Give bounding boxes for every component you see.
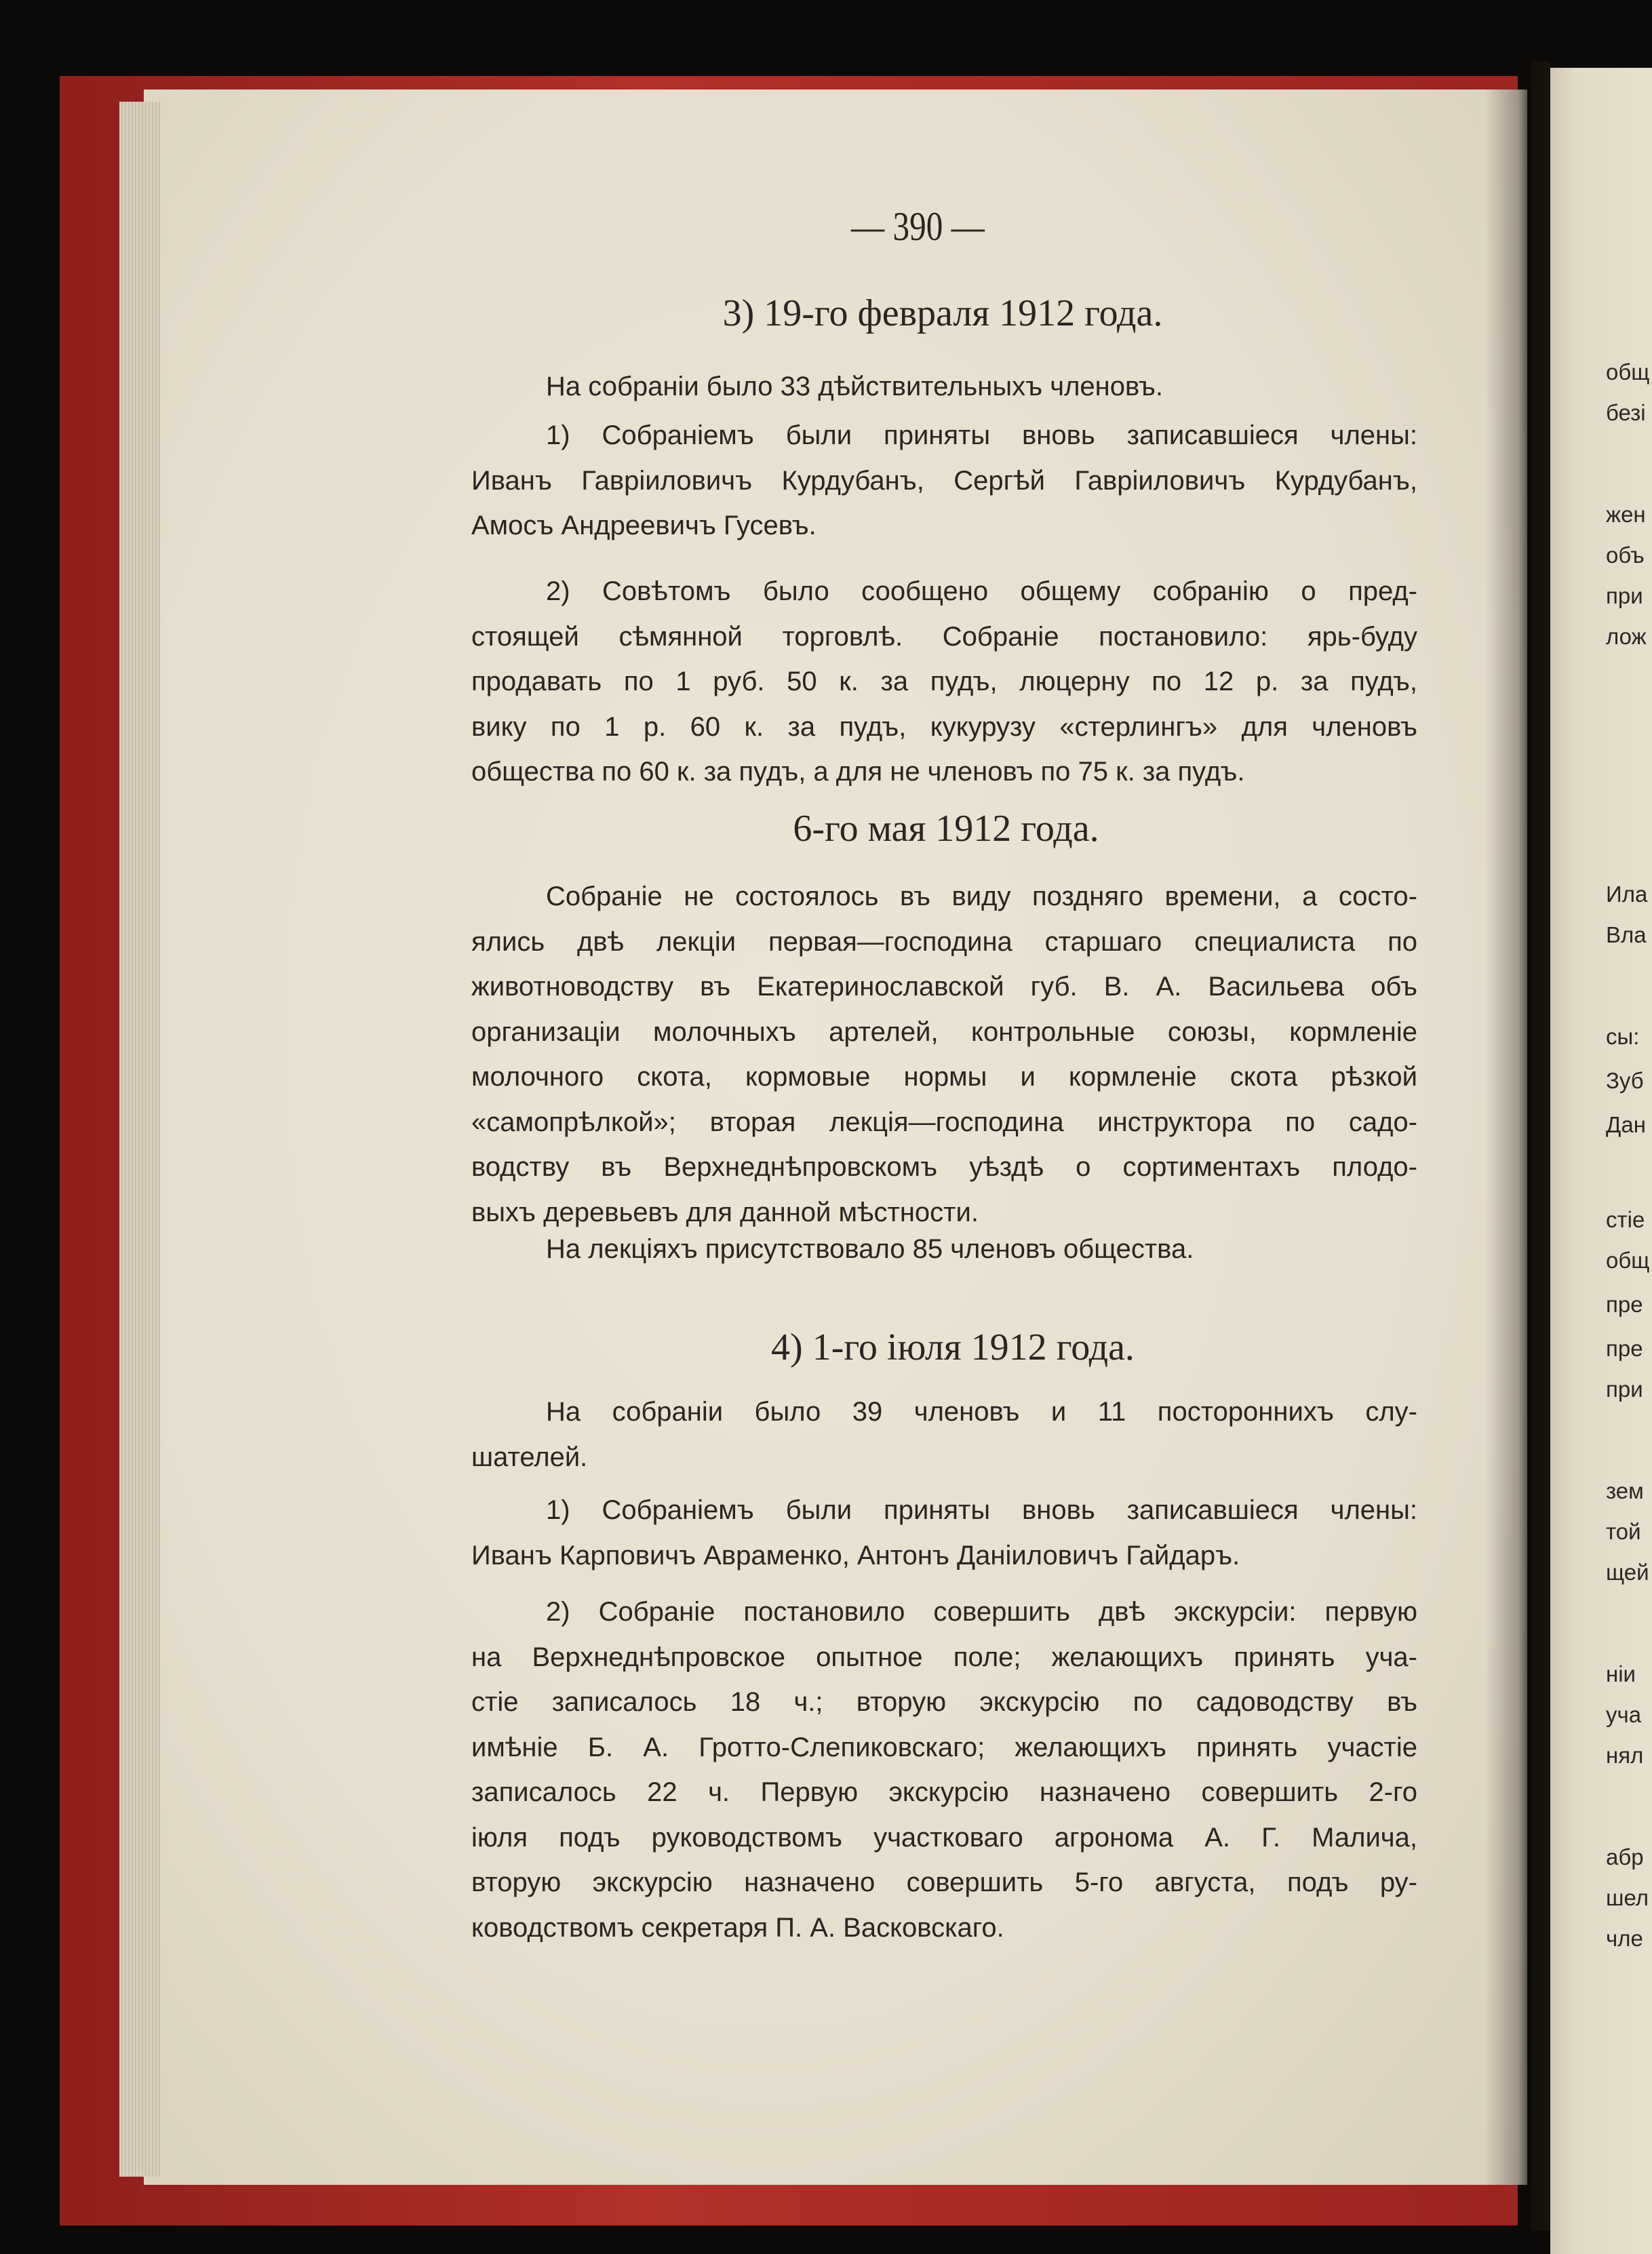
text-line: водству въ Верхнеднѣпровскомъ уѣздѣ о сортиментахъ плодо- bbox=[471, 1152, 1417, 1182]
facing-page-text-fragment: пре bbox=[1606, 1292, 1643, 1317]
section-heading: 4) 1-го іюля 1912 года. bbox=[771, 1326, 1135, 1368]
text-line: имѣніе Б. А. Гротто-Слепиковскаго; желающихъ принять участіе bbox=[471, 1732, 1417, 1762]
text-line: вторую экскурсію назначено совершить 5-го августа, подъ ру- bbox=[471, 1867, 1417, 1897]
section-heading: 3) 19-го февраля 1912 года. bbox=[722, 292, 1163, 334]
section-heading: 6-го мая 1912 года. bbox=[793, 808, 1099, 850]
facing-page-text-fragment: лож bbox=[1606, 624, 1647, 649]
text-line: шателей. bbox=[471, 1442, 588, 1472]
text-line: На собраніи было 33 дѣйствительныхъ членовъ. bbox=[546, 372, 1164, 401]
book-spine bbox=[1531, 61, 1550, 2231]
text-line: іюля подъ руководствомъ участковаго агронома А. Г. Малича, bbox=[471, 1822, 1417, 1853]
text-line: 1) Собраніемъ были приняты вновь записавшіеся члены: bbox=[546, 1495, 1417, 1525]
text-line: 2) Собраніе постановило совершить двѣ экскурсіи: первую bbox=[546, 1597, 1417, 1627]
facing-page-text-fragment: объ bbox=[1606, 542, 1645, 568]
facing-page-text-fragment: зем bbox=[1606, 1478, 1644, 1503]
text-line: стоящей сѣмянной торговлѣ. Собраніе постановило: ярь-буду bbox=[471, 621, 1417, 652]
page-edges bbox=[119, 102, 160, 2177]
text-line: животноводству въ Екатеринославской губ. В. А. Васильева объ bbox=[471, 972, 1417, 1002]
text-line: ководствомъ секретаря П. А. Васковскаго. bbox=[471, 1912, 1004, 1943]
text-line: общества по 60 к. за пудъ, а для не членовъ по 75 к. за пудъ. bbox=[471, 757, 1245, 787]
facing-page-text-fragment: сы: bbox=[1606, 1024, 1640, 1049]
text-line: стіе записалось 18 ч.; вторую экскурсію по садоводству въ bbox=[471, 1687, 1417, 1717]
facing-page-text-fragment: Зуб bbox=[1606, 1068, 1644, 1093]
text-line: вику по 1 р. 60 к. за пудъ, кукурузу «стерлингъ» для членовъ bbox=[471, 711, 1417, 742]
facing-page-fragments bbox=[1606, 0, 1652, 2254]
facing-page-text-fragment: общ bbox=[1606, 359, 1650, 384]
text-line: На собраніи было 39 членовъ и 11 постороннихъ слу- bbox=[546, 1397, 1417, 1427]
facing-page-text-fragment: пре bbox=[1606, 1336, 1643, 1361]
facing-page-text-fragment: уча bbox=[1606, 1702, 1642, 1727]
text-line: выхъ деревьевъ для данной мѣстности. bbox=[471, 1197, 979, 1227]
facing-page-text-fragment: общ bbox=[1606, 1248, 1650, 1273]
facing-page-text-fragment: при bbox=[1606, 583, 1643, 608]
text-line: молочного скота, кормовые нормы и кормленіе скота рѣзкой bbox=[471, 1062, 1417, 1092]
facing-page-text-fragment: Ила bbox=[1606, 882, 1648, 907]
text-line: на Верхнеднѣпровское опытное поле; желающихъ принять уча- bbox=[471, 1642, 1417, 1672]
facing-page-text-fragment: жен bbox=[1606, 502, 1646, 527]
facing-page-text-fragment: безі bbox=[1606, 400, 1646, 425]
facing-page-text-fragment: Вла bbox=[1606, 922, 1647, 947]
facing-page-text-fragment: той bbox=[1606, 1519, 1641, 1544]
facing-page-text-fragment: стіе bbox=[1606, 1207, 1645, 1232]
text-line: продавать по 1 руб. 50 к. за пудъ, люцерну по 12 р. за пудъ, bbox=[471, 667, 1417, 696]
text-line: ялись двѣ лекціи первая—господина старшаго специалиста по bbox=[471, 926, 1417, 957]
text-line: Иванъ Карповичъ Авраменко, Антонъ Даніиловичъ Гайдаръ. bbox=[471, 1540, 1240, 1570]
text-line: Иванъ Гавріиловичъ Курдубанъ, Сергѣй Гавріиловичъ Курдубанъ, bbox=[471, 465, 1417, 496]
facing-page-text-fragment: Дан bbox=[1606, 1112, 1646, 1137]
facing-page-text-fragment: чле bbox=[1606, 1926, 1643, 1951]
facing-page-text-fragment: щей bbox=[1606, 1560, 1649, 1585]
facing-page-text-fragment: ніи bbox=[1606, 1661, 1636, 1686]
facing-page-text-fragment: при bbox=[1606, 1377, 1643, 1402]
text-line: 1) Собраніемъ были приняты вновь записавшіеся члены: bbox=[546, 420, 1417, 450]
page-number: — 390 — bbox=[851, 204, 985, 249]
text-line: записалось 22 ч. Первую экскурсію назначено совершить 2-го bbox=[471, 1777, 1417, 1807]
facing-page-text-fragment: абр bbox=[1606, 1844, 1644, 1870]
facing-page-text-fragment: шел bbox=[1606, 1885, 1649, 1910]
text-line: «самопрѣлкой»; вторая лекція—господина инструктора по садо- bbox=[471, 1107, 1417, 1137]
text-line: Собраніе не состоялось въ виду поздняго времени, а состо- bbox=[546, 882, 1417, 911]
text-line: На лекціяхъ присутствовало 85 членовъ общества. bbox=[546, 1234, 1194, 1264]
text-line: организаціи молочныхъ артелей, контрольные союзы, кормленіе bbox=[471, 1016, 1417, 1047]
text-line: 2) Совѣтомъ было сообщено общему собранію о пред- bbox=[546, 576, 1417, 606]
page-gutter-shadow bbox=[1485, 90, 1533, 2185]
text-line: Амосъ Андреевичъ Гусевъ. bbox=[471, 511, 817, 540]
facing-page-text-fragment: нял bbox=[1606, 1743, 1644, 1768]
